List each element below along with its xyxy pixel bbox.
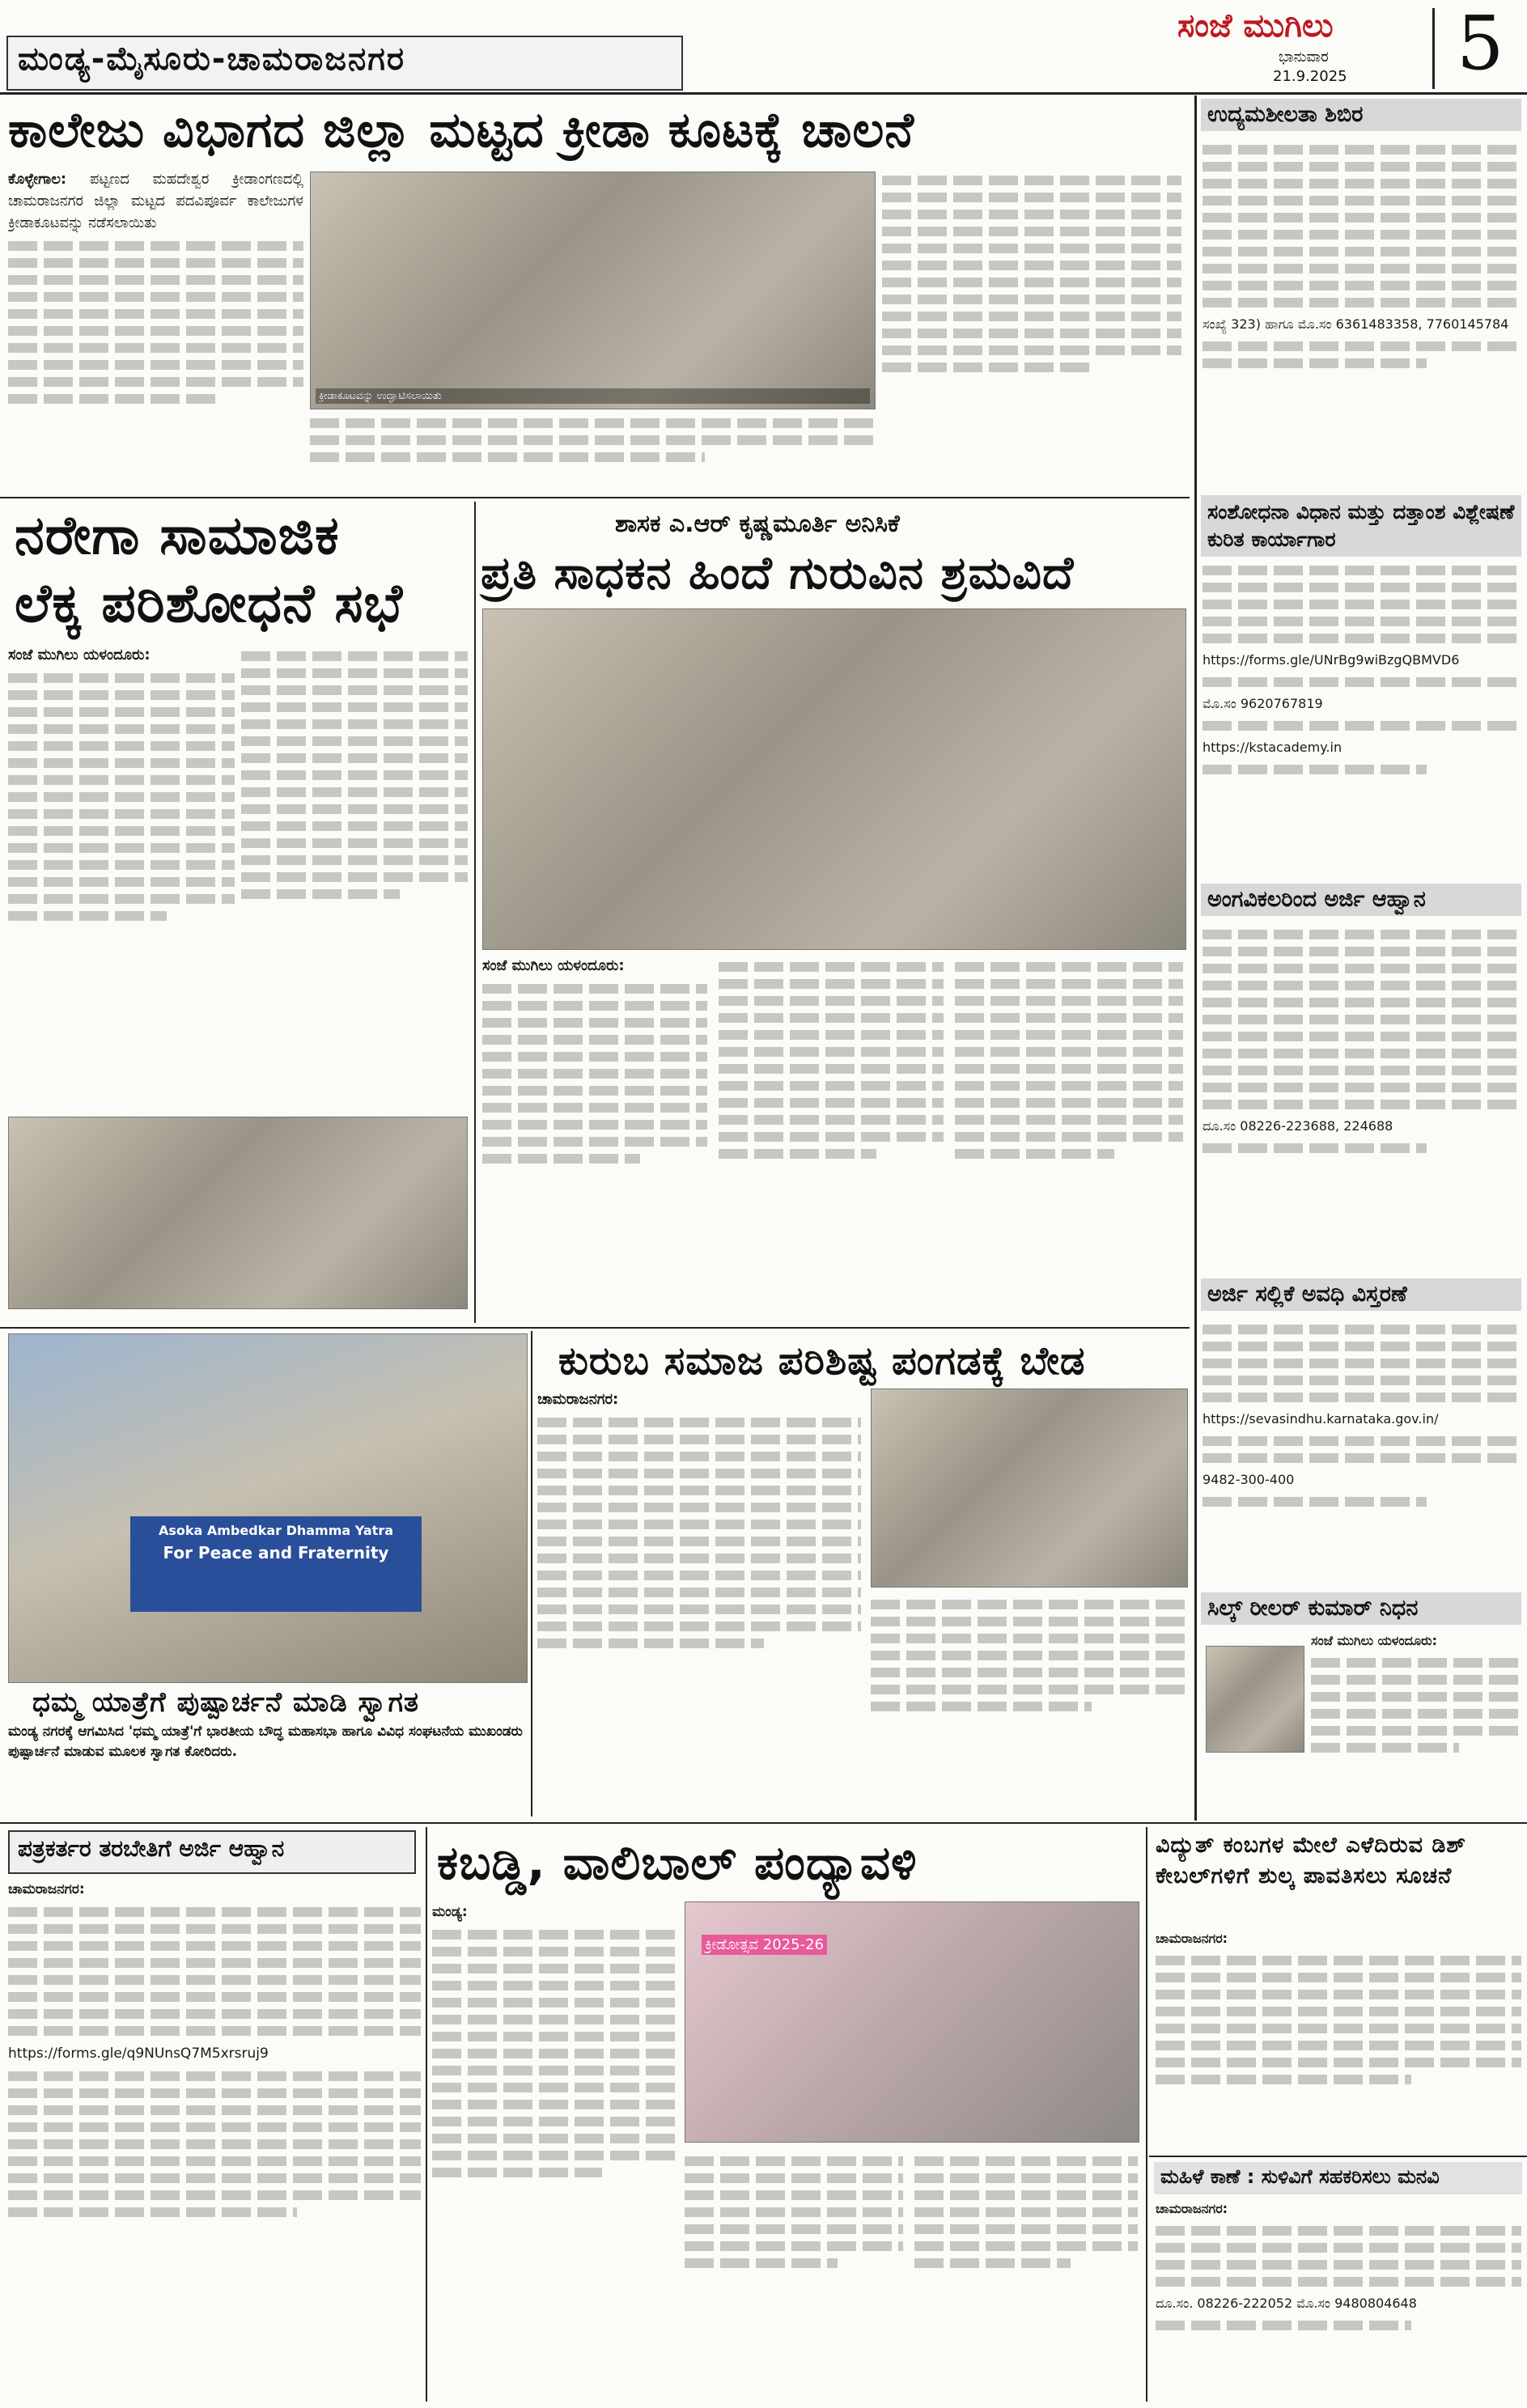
sidebar-3-body: [1203, 922, 1522, 1270]
dhamma-banner-line1: Asoka Ambedkar Dhamma Yatra: [158, 1523, 394, 1538]
kuruba-dateline: ಚಾಮರಾಜನಗರ:: [537, 1391, 619, 1408]
dish-body: [1156, 1929, 1521, 2149]
dish-dateline: ಚಾಮರಾಜನಗರ:: [1156, 1931, 1228, 1946]
sidebar-4-body: [1203, 1317, 1522, 1584]
guru-col-3: [955, 955, 1183, 1311]
kabaddi-headline: ಕಬಡ್ಡಿ, ವಾಲಿಬಾಲ್ ಪಂದ್ಯಾವಳಿ: [437, 1835, 918, 1890]
lead-photo: [310, 172, 876, 409]
sidebar-5-head: ಸಿಲ್ಕ್ ರೀಲರ್ ಕುಮಾರ್ ನಿಧನ: [1201, 1592, 1521, 1625]
lead-headline: ಕಾಲೇಜು ವಿಭಾಗದ ಜಿಲ್ಲಾ ಮಟ್ಟದ ಕ್ರೀಡಾ ಕೂಟಕ್ಕೆ ಚಾಲನೆ: [8, 102, 915, 159]
mid-rule: [0, 1327, 1190, 1329]
guru-col-1: [482, 955, 707, 1311]
journalist-dateline: ಚಾಮರಾಜನಗರ:: [8, 1881, 85, 1897]
lead-col-right: [882, 168, 1181, 489]
brand-name: ಸಂಜೆ ಮುಗಿಲು: [1177, 6, 1334, 45]
lead-dateline: ಕೊಳ್ಳೇಗಾಲ:: [8, 171, 67, 188]
dhamma-caption-head: ಧಮ್ಮ ಯಾತ್ರೆಗೆ ಪುಷ್ಪಾರ್ಚನೆ ಮಾಡಿ ಸ್ವಾಗತ: [32, 1686, 420, 1719]
missing-top-rule: [1149, 2156, 1527, 2157]
dish-divider: [1146, 1827, 1147, 2402]
journalist-link[interactable]: https://forms.gle/q9NUnsQ7M5xrsruj9: [8, 2046, 269, 2062]
sidebar-2-body: [1203, 558, 1522, 882]
journalist-headline: ಪತ್ರಕರ್ತರ ತರಬೇತಿಗೆ ಅರ್ಜಿ ಆಹ್ವಾನ: [18, 1835, 285, 1862]
kabaddi-dateline: ಮಂಡ್ಯ:: [432, 1904, 468, 1920]
guru-photo: [482, 608, 1186, 950]
dhamma-caption-text: ಮಂಡ್ಯ ನಗರಕ್ಕೆ ಆಗಮಿಸಿದ 'ಧಮ್ಮ ಯಾತ್ರೆ'ಗೆ ಭಾರತೀಯ ಬೌದ್ಧ ಮಹಾಸಭಾ ಹಾಗೂ ವಿವಿಧ ಸಂಘಟನೆಯ ಮುಖಂಡರು ಪುಷ್ಪಾರ್ಚನೆ ಮಾಡುವ ಮೂಲಕ ಸ್ವಾಗತ ಕೋರಿದರು.: [8, 1723, 523, 1760]
sidebar-4-site[interactable]: https://sevasindhu.karnataka.gov.in/: [1203, 1411, 1439, 1427]
sidebar-4-head: ಅರ್ಜಿ ಸಲ್ಲಿಕೆ ಅವಧಿ ವಿಸ್ತರಣೆ: [1201, 1278, 1521, 1311]
sidebar-1-phone: ಸಂಖ್ಯೆ 323) ಹಾಗೂ ಮೊ.ಸಂ 6361483358, 7760145784: [1203, 316, 1509, 332]
nrega-photo: [8, 1117, 468, 1309]
issue-date: 21.9.2025: [1273, 68, 1347, 85]
nrega-headline-2: ಲೆಕ್ಕ ಪರಿಶೋಧನೆ ಸಭೆ: [15, 572, 404, 634]
top-rule: [0, 92, 1527, 95]
sidebar-1-body: [1203, 138, 1522, 485]
missing-phone: ದೂ.ಸಂ. 08226-222052 ಮೊ.ಸಂ 9480804648: [1156, 2296, 1417, 2311]
dhamma-banner: [130, 1516, 422, 1612]
nrega-col-2: [241, 644, 468, 1109]
kuruba-col-2: [871, 1592, 1186, 1806]
guru-kicker: ಶಾಸಕ ಎ.ಆರ್ ಕೃಷ್ಣಮೂರ್ತಿ ಅನಿಸಿಕೆ: [615, 510, 900, 538]
sidebar-2-head: ಸಂಶೋಧನಾ ವಿಧಾನ ಮತ್ತು ದತ್ತಾಂಶ ವಿಶ್ಲೇಷಣೆ ಕುರಿತ ಕಾರ್ಯಾಗಾರ: [1201, 495, 1521, 557]
sidebar-2-site[interactable]: https://kstacademy.in: [1203, 740, 1342, 755]
sidebar-3-phone: ದೂ.ಸಂ 08226-223688, 224688: [1203, 1118, 1393, 1134]
sidebar-2-link[interactable]: https://forms.gle/UNrBg9wiBzgQBMVD6: [1203, 652, 1460, 668]
lead-col-left: [8, 168, 303, 489]
dhamma-banner-line2: For Peace and Fraternity: [163, 1543, 389, 1562]
section-title: ಮಂಡ್ಯ-ಮೈಸೂರು-ಚಾಮರಾಜನಗರ: [18, 40, 406, 78]
guru-headline: ಪ್ರತಿ ಸಾಧಕನ ಹಿಂದೆ ಗುರುವಿನ ಶ್ರಮವಿದೆ: [481, 547, 1075, 600]
dhamma-photo: [8, 1333, 528, 1683]
kabaddi-photo: [685, 1901, 1139, 2143]
kuruba-headline: ಕುರುಬ ಸಮಾಜ ಪರಿಶಿಷ್ಟ ಪಂಗಡಕ್ಕೆ ಬೇಡ: [558, 1338, 1086, 1384]
lead-photo-caption: ಕ್ರೀಡಾಕೂಟವನ್ನು ಉದ್ಘಾಟಿಸಲಾಯಿತು: [316, 388, 870, 404]
sidebar-1-head: ಉದ್ಯಮಶೀಲತಾ ಶಿಬಿರ: [1201, 99, 1521, 131]
journalist-body: [8, 1879, 421, 2397]
kabaddi-col-1: [432, 1901, 675, 2398]
lead-intro: ಪಟ್ಟಣದ ಮಹದೇಶ್ವರ ಕ್ರೀಡಾಂಗಣದಲ್ಲಿ ಚಾಮರಾಜನಗರ ಜಿಲ್ಲಾ ಮಟ್ಟದ ಪದವಿಪೂರ್ವ ಕಾಲೇಜುಗಳ ಕ್ರೀಡಾಕೂಟವನ್ನು ನಡೆಸಲಾಯಿತು: [8, 171, 303, 231]
obituary-photo: [1206, 1646, 1304, 1753]
kabaddi-col-3: [914, 2149, 1138, 2398]
kuruba-divider: [531, 1331, 532, 1817]
missing-headline: ಮಹಿಳೆ ಕಾಣೆ : ಸುಳಿವಿಗೆ ಸಹಕರಿಸಲು ಮನವಿ: [1160, 2165, 1440, 2188]
dish-headline: ವಿದ್ಯುತ್ ಕಂಬಗಳ ಮೇಲೆ ಎಳೆದಿರುವ ಡಿಶ್ ಕೇಬಲ್‌ಗಳಿಗೆ ಶುಲ್ಕ ಪಾವತಿಸಲು ಸೂಚನೆ: [1156, 1833, 1466, 1889]
kabaddi-banner: ಕ್ರೀಡೋತ್ಸವ 2025-26: [702, 1935, 827, 1955]
nrega-headline-1: ನರೇಗಾ ಸಾಮಾಜಿಕ: [15, 504, 340, 566]
missing-body: [1156, 2199, 1521, 2402]
nrega-col-1: [8, 644, 235, 1109]
issue-day: ಭಾನುವಾರ: [1279, 49, 1329, 66]
lead-photo-text: [310, 411, 874, 489]
kabaddi-col-2: [685, 2149, 903, 2398]
lower-rule: [0, 1822, 1527, 1824]
guru-col-2: [719, 955, 944, 1311]
kabaddi-divider-left: [426, 1827, 427, 2402]
sidebar-5-dateline: ಸಂಜೆ ಮುಗಿಲು ಯಳಂದೂರು:: [1311, 1633, 1438, 1648]
sidebar-5-body: [1311, 1631, 1523, 1817]
guru-dateline: ಸಂಜೆ ಮುಗಿಲು ಯಳಂದೂರು:: [482, 957, 625, 974]
kuruba-photo: [871, 1388, 1188, 1588]
sidebar-2-phone: ಮೊ.ಸಂ 9620767819: [1203, 696, 1323, 711]
sidebar-3-head: ಅಂಗವಿಕಲರಿಂದ ಅರ್ಜಿ ಆಹ್ವಾನ: [1201, 884, 1521, 916]
page-number: 5: [1457, 0, 1504, 87]
kuruba-col-1: [537, 1388, 861, 1806]
nrega-dateline: ಸಂಜೆ ಮುಗಿಲು ಯಳಂದೂರು:: [8, 647, 151, 663]
sidebar-4-phone: 9482-300-400: [1203, 1472, 1295, 1487]
lead-bottom-rule: [0, 497, 1190, 498]
guru-divider-left: [474, 502, 476, 1323]
sidebar-divider: [1194, 95, 1197, 1821]
masthead-divider: [1432, 8, 1435, 89]
missing-dateline: ಚಾಮರಾಜನಗರ:: [1156, 2201, 1228, 2216]
